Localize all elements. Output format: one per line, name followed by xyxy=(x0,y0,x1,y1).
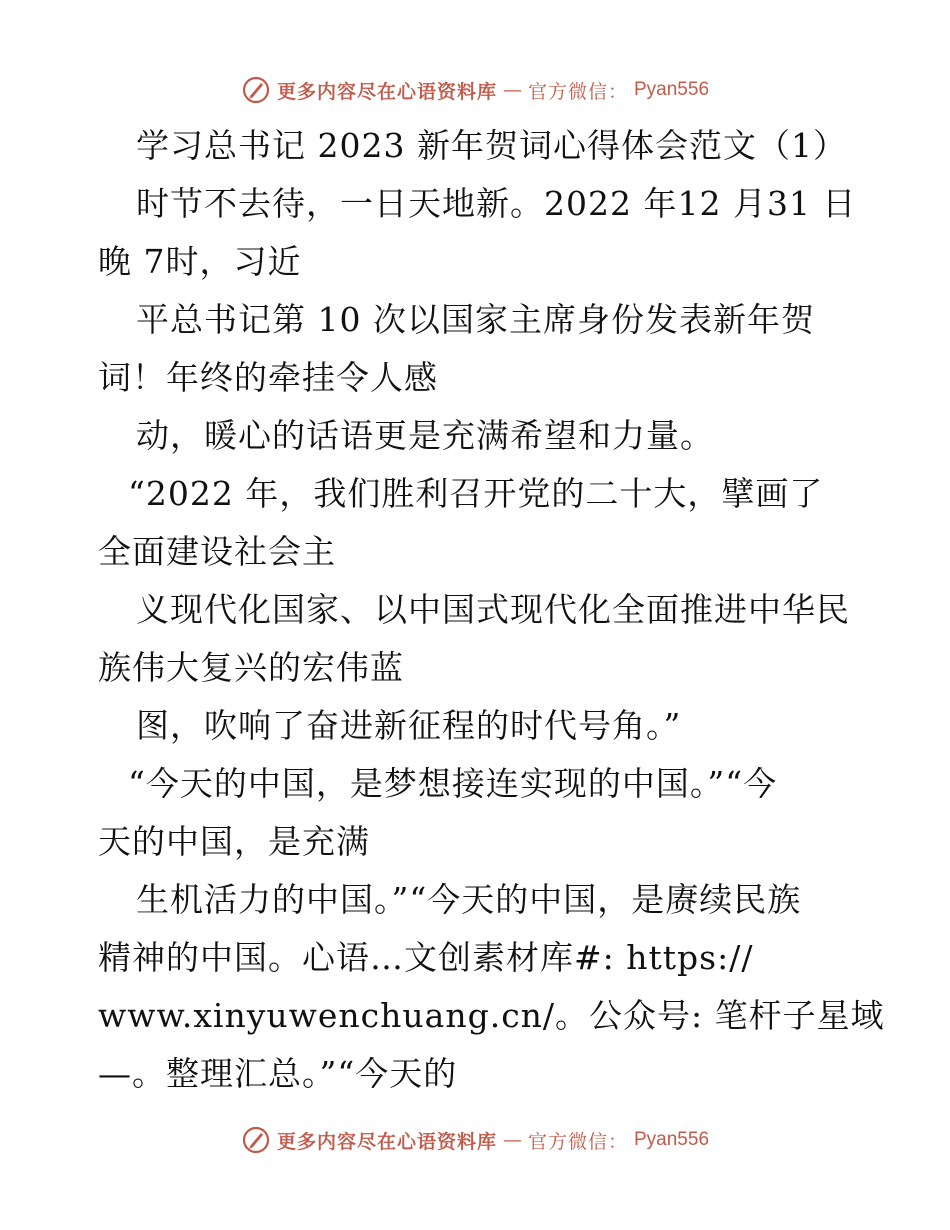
document-body xyxy=(98,122,885,1108)
text-line: 图，吹响了奋进新征程的时代号角。” xyxy=(136,706,682,745)
banner-separator: — xyxy=(502,1129,522,1151)
banner-separator: — xyxy=(502,79,522,101)
text-line: 平总书记第 10 次以国家主席身份发表新年贺 xyxy=(136,300,815,339)
text-line: “2022 年，我们胜利召开党的二十大，擘画了 xyxy=(128,474,824,513)
text-line: 生机活力的中国。”“今天的中国，是赓续民族 xyxy=(136,880,802,919)
text-line: 全面建设社会主 xyxy=(98,532,336,571)
text-line: 义现代化国家、以中国式现代化全面推进中华民 xyxy=(136,590,850,629)
banner-wechat-id: Pyan556 xyxy=(634,79,710,100)
text-line: 晚 7时，习近 xyxy=(98,242,302,281)
banner-brand-text: 更多内容尽在心语资料库 xyxy=(276,1130,497,1153)
text-line: 天的中国，是充满 xyxy=(98,822,370,861)
text-line: 精神的中国。心语…文创素材库#: https:// xyxy=(98,938,754,977)
header-watermark-banner xyxy=(0,70,950,110)
text-line: 动，暖心的话语更是充满希望和力量。 xyxy=(136,416,714,455)
footer-watermark-banner xyxy=(0,1120,950,1160)
text-line: 词！年终的牵挂令人感 xyxy=(98,358,438,397)
banner-brand-text: 更多内容尽在心语资料库 xyxy=(276,80,497,103)
quill-pen-logo-icon xyxy=(241,1125,271,1155)
text-line: 时节不去待，一日天地新。2022 年12 月31 日 xyxy=(136,184,857,223)
banner-wechat-id: Pyan556 xyxy=(634,1129,710,1150)
banner-wechat-label: 官方微信： xyxy=(527,1130,628,1153)
text-line: —。整理汇总。”“今天的 xyxy=(98,1054,458,1093)
document-title: 学习总书记 2023 新年贺词心得体会范文（1） xyxy=(136,126,847,165)
quill-pen-logo-icon xyxy=(241,75,271,105)
text-line: 族伟大复兴的宏伟蓝 xyxy=(98,648,404,687)
banner-wechat-label: 官方微信： xyxy=(527,80,628,103)
text-line: “今天的中国，是梦想接连实现的中国。”“今 xyxy=(128,764,778,803)
text-line: www.xinyuwenchuang.cn/。公众号: 笔杆子星域 xyxy=(98,996,885,1035)
